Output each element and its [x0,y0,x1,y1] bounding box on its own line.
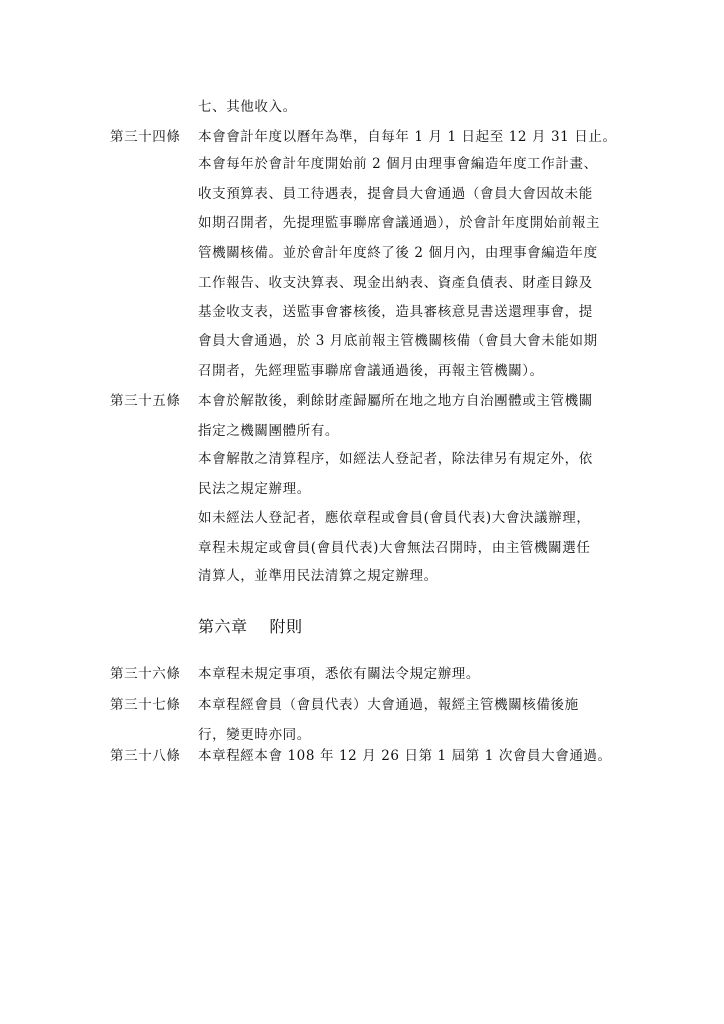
text-line: 如期召開者，先提理監事聯席會議通過），於會計年度開始前報主 [198,215,601,231]
chapter-number: 第六章 [198,617,248,636]
text-line: 章程未規定或會員(會員代表)大會無法召開時，由主管機關選任 [198,540,591,556]
text-line: 如未經法人登記者，應依章程或會員(會員代表)大會決議辦理， [198,510,591,526]
text-line: 基金收支表，送監事會審核後，造具審核意見書送還理事會，提 [198,304,593,320]
text-line: 本章程經會員（會員代表）大會通過，報經主管機關核備後施 [198,697,579,713]
text-line: 工作報告、收支決算表、現金出納表、資產負債表、財產目錄及 [198,275,593,291]
text-line: 清算人，並準用民法清算之規定辦理。 [198,568,438,584]
chapter-heading [198,617,303,637]
text-line: 召開者，先經理監事聯席會議通過後，再報主管機關）。 [198,363,544,379]
text-line: 本會會計年度以曆年為準，自每年 1 月 1 日起至 12 月 31 日止。 [198,129,617,145]
article-number-36: 第三十六條 [110,666,181,682]
text-line: 會員大會通過，於 3 月底前報主管機關核備（會員大會未能如期 [198,333,598,349]
article-number-35: 第三十五條 [110,393,181,409]
text-line: 本會於解散後，剩餘財產歸屬所在地之地方自治團體或主管機關 [198,393,593,409]
text-line: 指定之機關團體所有。 [198,423,339,439]
article-number-38: 第三十八條 [110,748,181,764]
text-line: 管機關核備。並於會計年度終了後 2 個月內，由理事會編造年度 [198,245,598,261]
article-number-37: 第三十七條 [110,697,181,713]
text-line: 收支預算表、員工待遇表，提會員大會通過（會員大會因故未能 [198,186,593,202]
text-line: 本會每年於會計年度開始前 2 個月由理事會編造年度工作計畫、 [198,156,598,172]
text-line: 本章程未規定事項，悉依有關法令規定辦理。 [198,666,480,682]
text-line: 七、其他收入。 [198,99,297,115]
article-number-34: 第三十四條 [110,129,181,145]
chapter-title: 附則 [269,617,303,636]
text-line: 民法之規定辦理。 [198,481,311,497]
text-line: 本會解散之清算程序，如經法人登記者，除法律另有規定外，依 [198,451,593,467]
text-line: 本章程經本會 108 年 12 月 26 日第 1 屆第 1 次會員大會通過。 [198,748,612,764]
text-line: 行，變更時亦同。 [198,727,311,743]
